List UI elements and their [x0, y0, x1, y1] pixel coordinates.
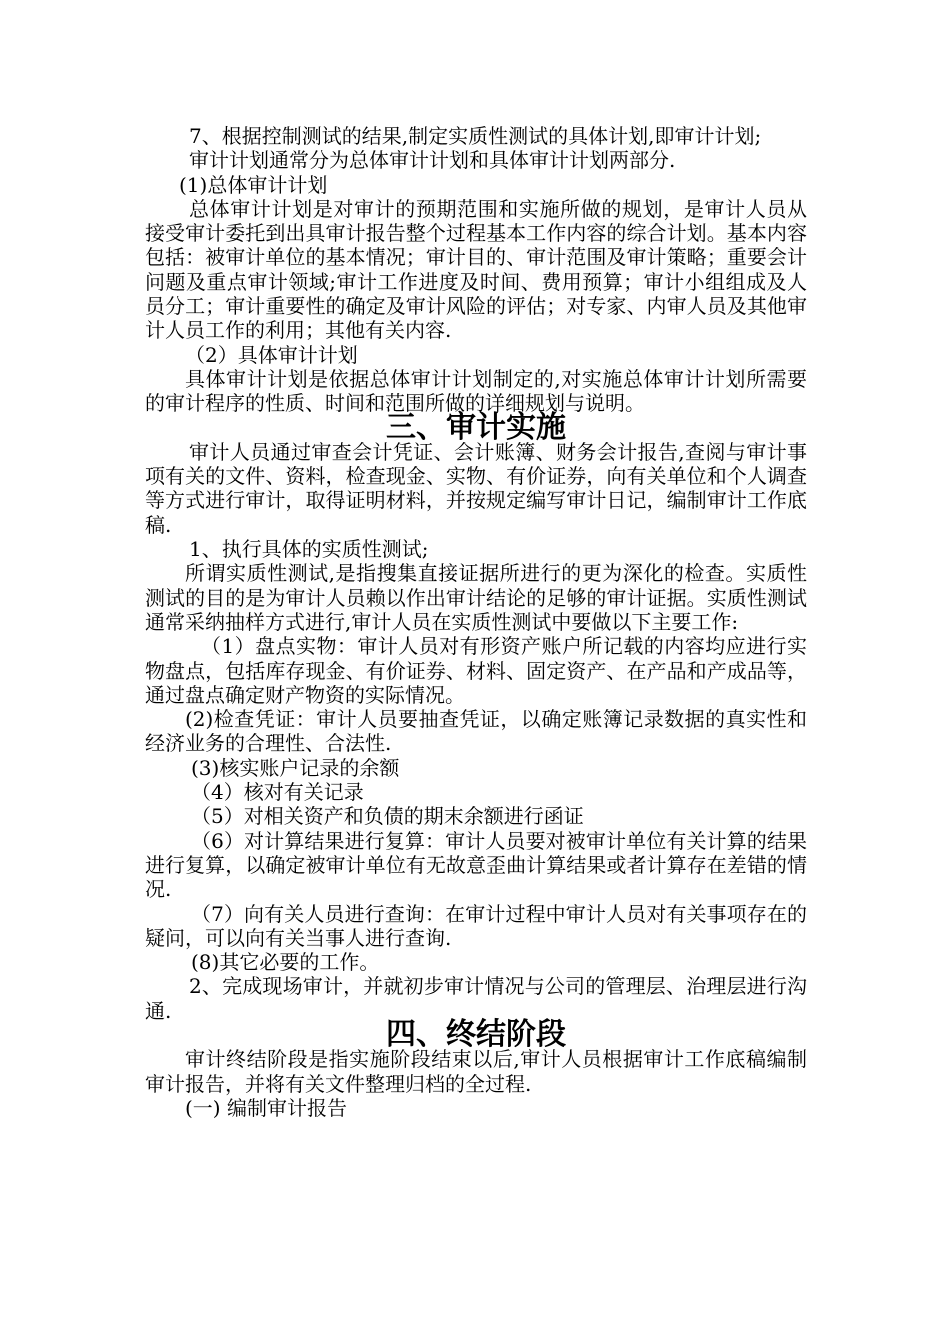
list-item-6: （6）对计算结果进行复算：审计人员要对被审计单位有关计算的结果进行复算，以确定被审计单位有无故意歪曲计算结果或者计算存在差错的情况.	[145, 828, 807, 902]
list-item-2: (2)检查凭证：审计人员要抽查凭证，以确定账簿记录数据的真实性和经济业务的合理性、合法性.	[145, 707, 807, 756]
list-item-8: (8)其它必要的工作。	[191, 950, 380, 975]
document-body	[145, 124, 807, 1120]
list-item-5: （5）对相关资产和负债的期末余额进行函证	[191, 804, 584, 829]
paragraph-step-1: 1、执行具体的实质性测试;	[189, 537, 429, 562]
paragraph-overall-plan: 总体审计计划是对审计的预期范围和实施所做的规划，是审计人员从接受审计委托到出具审计报告整个过程基本工作内容的综合计划。基本内容包括：被审计单位的基本情况；审计目的、审计范围及审计策略；重要会计问题及重点审计领域;审计工作进度及时间、费用预算；审计小组组成及人员分工；审计重要性的确定及审计风险的评估；对专家、内审人员及其他审计人员工作的利用；其他有关内容.	[145, 196, 807, 343]
paragraph-audit-plan-types: 审计计划通常分为总体审计计划和具体审计计划两部分.	[189, 148, 676, 173]
list-item-7: （7）向有关人员进行查询：在审计过程中审计人员对有关事项存在的疑问，可以向有关当事人进行查询.	[145, 901, 807, 950]
paragraph-substantive-test: 所谓实质性测试,是指搜集直接证据所进行的更为深化的检查。实质性测试的目的是为审计人员赖以作出审计结论的足够的审计证据。实质性测试通常采纳抽样方式进行,审计人员在实质性测试中要做以下主要工作:	[145, 561, 807, 634]
section-heading-implementation: 三、审计实施	[386, 409, 566, 445]
list-item-1: （1）盘点实物：审计人员对有形资产账户所记载的内容均应进行实物盘点，包括库存现金、有价证券、材料、固定资产、在产品和产成品等，通过盘点确定财产物资的实际情况。	[145, 634, 807, 707]
section-heading-final-stage: 四、终结阶段	[386, 1016, 566, 1052]
subheading-audit-report: (一) 编制审计报告	[185, 1095, 347, 1120]
paragraph-implementation: 审计人员通过审查会计凭证、会计账簿、财务会计报告,查阅与审计事项有关的文件、资料，检查现金、实物、有价证券，向有关单位和个人调查等方式进行审计，取得证明材料，并按规定编写审计日记，编制审计工作底稿.	[145, 439, 807, 537]
paragraph-step-7: 7、根据控制测试的结果,制定实质性测试的具体计划,即审计计划;	[189, 124, 762, 148]
subheading-specific-plan: （2）具体审计计划	[185, 342, 358, 367]
paragraph-final-stage: 审计终结阶段是指实施阶段结束以后,审计人员根据审计工作底稿编制审计报告，并将有关文件整理归档的全过程.	[145, 1047, 807, 1096]
subheading-overall-plan: (1)总体审计计划	[179, 172, 328, 197]
paragraph-step-2: 2、完成现场审计，并就初步审计情况与公司的管理层、治理层进行沟通.	[145, 974, 807, 1023]
list-item-4: （4）核对有关记录	[191, 780, 364, 805]
paragraph-specific-plan: 具体审计计划是依据总体审计计划制定的,对实施总体审计计划所需要的审计程序的性质、时间和范围所做的详细规划与说明。	[145, 366, 807, 416]
list-item-3: (3)核实账户记录的余额	[191, 755, 400, 780]
